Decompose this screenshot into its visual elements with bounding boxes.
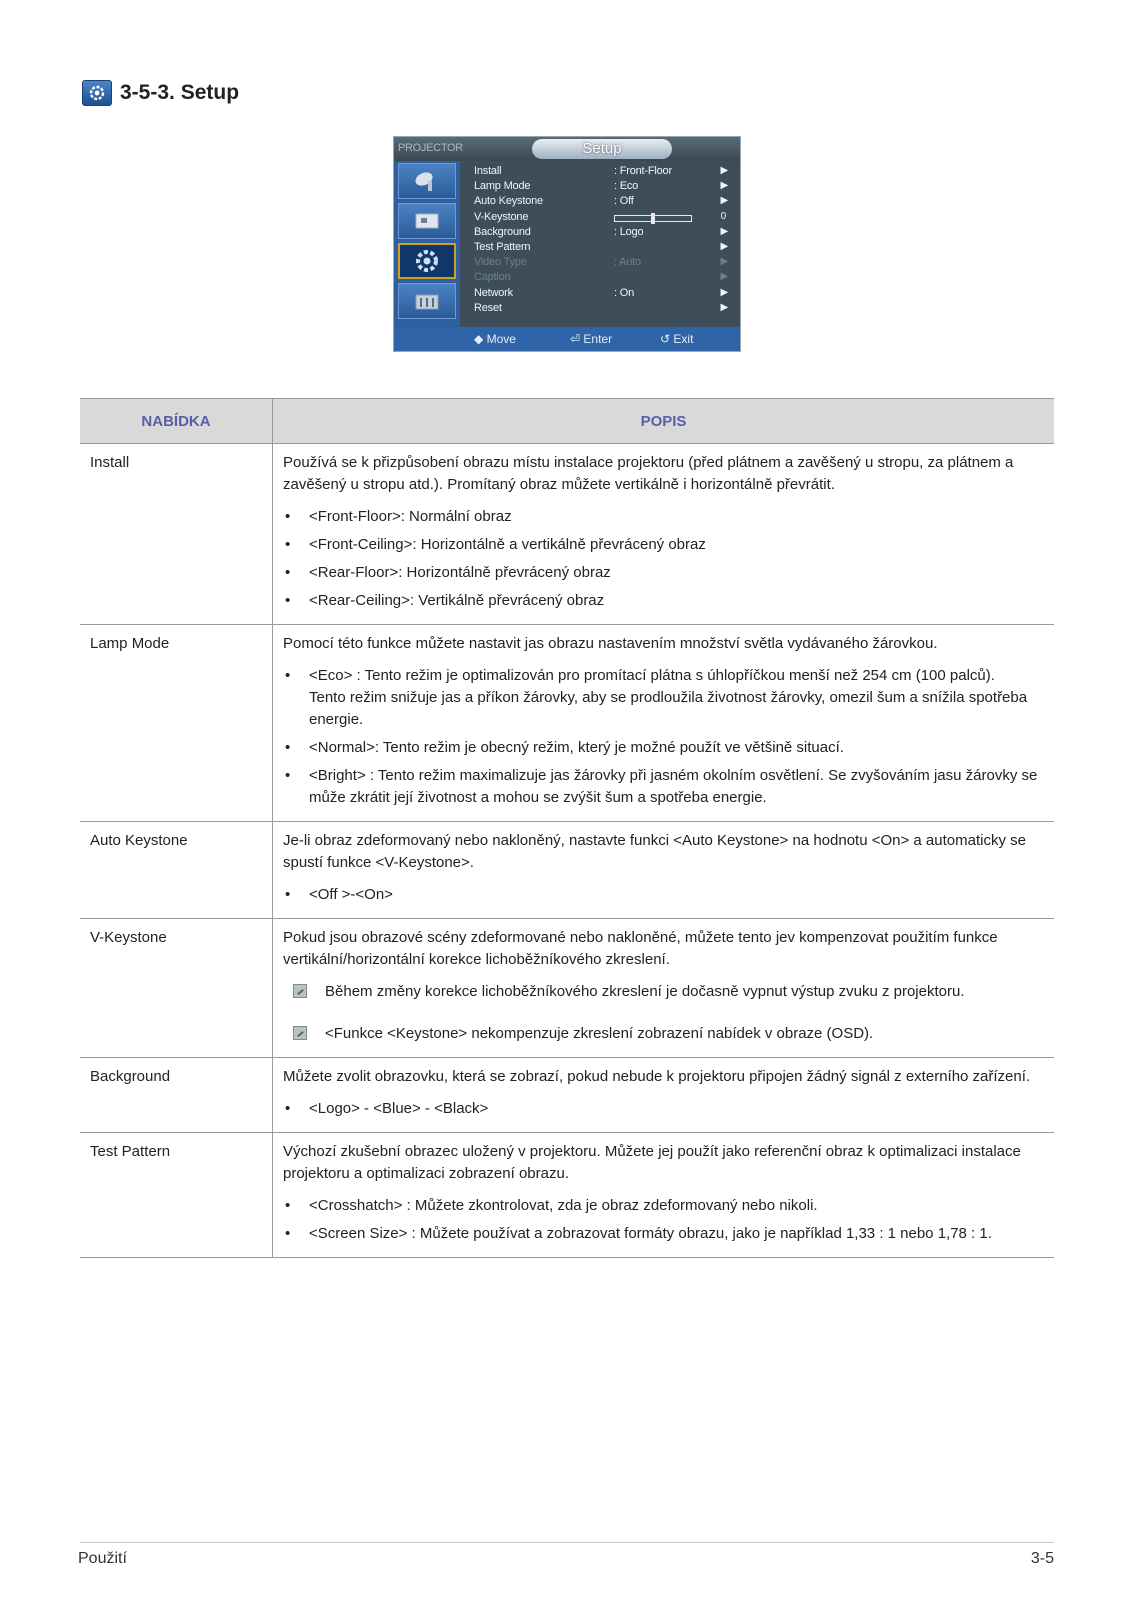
osd-item[interactable]: [474, 241, 734, 256]
option-list: [283, 665, 1044, 809]
option-list: [283, 884, 1044, 906]
arrow-right-icon: ▶: [720, 225, 728, 237]
osd-tab-picture[interactable]: [398, 163, 456, 199]
list-item: • <Normal>: Tento režim je obecný režim, který je možné použít ve většině situací.: [283, 737, 1044, 759]
osd-item[interactable]: [474, 195, 734, 210]
list-item: • <Bright> : Tento režim maximalizuje jas žárovky při jasném okolním osvětlení. Se zvyšováním jasu žárovky se může zkrátit její životnost a mohou se zvýšit šum a spotřeba energie.: [283, 765, 1044, 809]
osd-item-value: 0: [720, 210, 726, 222]
osd-item[interactable]: [474, 226, 734, 241]
osd-item[interactable]: [474, 302, 734, 317]
osd-item-value: : Auto: [614, 256, 641, 269]
osd-item-label: Network: [474, 286, 513, 299]
screen-icon: [412, 209, 442, 233]
arrow-right-icon: ▶: [720, 240, 728, 252]
option-list: [283, 1098, 1044, 1120]
arrow-right-icon: ▶: [720, 165, 728, 176]
section-heading: [82, 80, 239, 106]
osd-item-label: Auto Keystone: [474, 195, 543, 208]
osd-item[interactable]: [474, 211, 734, 226]
header-menu: NABÍDKA: [80, 399, 273, 444]
note-icon: [293, 984, 307, 998]
osd-tab-display[interactable]: [398, 203, 456, 239]
osd-item-label: Caption: [474, 271, 511, 284]
menu-description: [273, 625, 1055, 822]
table-row: [80, 1058, 1054, 1133]
osd-item[interactable]: [474, 287, 734, 302]
option-list: [283, 506, 1044, 612]
list-item: • <Logo> - <Blue> - <Black>: [283, 1098, 1044, 1120]
menu-name: V-Keystone: [80, 919, 273, 1058]
osd-item-value: : Logo: [614, 225, 644, 238]
osd-move-hint: ◆ Move: [474, 332, 516, 346]
osd-item: [474, 256, 734, 271]
list-item: • <Eco> : Tento režim je optimalizován pro promítací plátna s úhlopříčkou menší než 254 cm (100 palců). Tento režim snižuje jas a příkon žárovky, aby se prodloužila životnost žárovky, omezil šum a snížila spotřeba energie.: [283, 665, 1044, 731]
arrow-right-icon: ▶: [720, 286, 728, 298]
setup-gear-icon: [82, 80, 112, 106]
osd-item: [474, 271, 734, 286]
osd-footer: [394, 327, 740, 351]
list-item: • <Off >-<On>: [283, 884, 1044, 906]
slider-knob[interactable]: [651, 213, 655, 224]
menu-description: [273, 919, 1055, 1058]
osd-title: Setup: [532, 139, 672, 159]
osd-item-label: V-Keystone: [474, 210, 529, 223]
satellite-dish-icon: [412, 169, 442, 193]
header-description: POPIS: [273, 399, 1055, 444]
osd-exit-hint: ↺ Exit: [660, 332, 694, 346]
arrow-right-icon: ▶: [720, 180, 728, 192]
description-text: Pokud jsou obrazové scény zdeformované nebo nakloněné, můžete tento jev kompenzovat použitím funkce vertikální/horizontální korekce lichoběžníkového zkreslení.: [283, 929, 998, 968]
list-item: • <Front-Floor>: Normální obraz: [283, 506, 1044, 528]
menu-name: Test Pattern: [80, 1133, 273, 1258]
menu-name: Install: [80, 444, 273, 625]
osd-item-label: Video Type: [474, 256, 527, 269]
table-row: [80, 1133, 1054, 1258]
osd-item-label: Background: [474, 225, 531, 238]
note: Během změny korekce lichoběžníkového zkreslení je dočasně vypnut výstup zvuku z projektoru.: [283, 981, 1044, 1003]
table-row: [80, 822, 1054, 919]
page-title: 3-5-3. Setup: [120, 81, 240, 104]
table-header-row: [80, 399, 1054, 444]
osd-item[interactable]: [474, 165, 734, 180]
up-down-arrow-icon: ◆: [474, 332, 484, 346]
list-item: • <Rear-Floor>: Horizontálně převrácený obraz: [283, 562, 1044, 584]
osd-item-list: [474, 165, 734, 317]
osd-category-sidebar: [394, 161, 460, 327]
arrow-right-icon: ▶: [720, 195, 728, 207]
osd-tab-setup[interactable]: [398, 243, 456, 279]
toolbox-icon: [412, 289, 442, 313]
description-text: Výchozí zkušební obrazec uložený v projektoru. Můžete jej použít jako referenční obraz k optimalizaci instalace projektoru a optimalizaci zobrazení obrazu.: [283, 1143, 1021, 1182]
arrow-right-icon: ▶: [720, 256, 728, 268]
osd-item-label: Lamp Mode: [474, 180, 531, 193]
description-text: Pomocí této funkce můžete nastavit jas obrazu nastavením množství světla vydávaného žárovkou.: [283, 635, 938, 652]
osd-item-label: Test Pattern: [474, 240, 531, 253]
osd-item-label: Reset: [474, 301, 502, 314]
osd-tab-option[interactable]: [398, 283, 456, 319]
osd-header: [394, 137, 740, 161]
arrow-right-icon: ▶: [720, 301, 728, 313]
description-text: Můžete zvolit obrazovku, která se zobrazí, pokud nebude k projektoru připojen žádný signál z externího zařízení.: [283, 1068, 1031, 1085]
description-text: Je-li obraz zdeformovaný nebo nakloněný, nastavte funkci <Auto Keystone> na hodnotu <On> a automaticky se spustí funkce <V-Keystone>.: [283, 832, 1026, 871]
footer-section: Použití: [78, 1550, 127, 1567]
osd-item-value: : Front-Floor: [614, 165, 672, 177]
footer-divider: [80, 1542, 1054, 1543]
menu-name: Auto Keystone: [80, 822, 273, 919]
list-item: • <Crosshatch> : Můžete zkontrolovat, zda je obraz zdeformovaný nebo nikoli.: [283, 1195, 1044, 1217]
page-number: 3-5: [1030, 1550, 1054, 1567]
menu-name: Lamp Mode: [80, 625, 273, 822]
menu-name: Background: [80, 1058, 273, 1133]
table-row: [80, 625, 1054, 822]
note-icon: [293, 1026, 307, 1040]
v-keystone-slider[interactable]: [614, 215, 692, 222]
table-row: [80, 444, 1054, 625]
option-list: [283, 1195, 1044, 1245]
osd-setup-menu: [393, 136, 741, 352]
osd-enter-hint: ⏎ Enter: [570, 332, 613, 346]
note: <Funkce <Keystone> nekompenzuje zkreslení zobrazení nabídek v obraze (OSD).: [283, 1023, 1044, 1045]
menu-description: [273, 822, 1055, 919]
exit-icon: ↺: [660, 332, 671, 346]
menu-description: [273, 444, 1055, 625]
list-item: • <Front-Ceiling>: Horizontálně a vertikálně převrácený obraz: [283, 534, 1044, 556]
menu-description: [273, 1058, 1055, 1133]
list-item: • <Screen Size> : Můžete používat a zobrazovat formáty obrazu, jako je například 1,33 : 1 nebo 1,78 : 1.: [283, 1223, 1044, 1245]
description-text: Používá se k přizpůsobení obrazu místu instalace projektoru (před plátnem a zavěšený u stropu, za plátnem a zavěšený u stropu atd.). Promítaný obraz můžete vertikálně i horizontálně převrátit.: [283, 454, 1014, 493]
enter-icon: ⏎: [570, 332, 581, 346]
osd-brand: PROJECTOR: [398, 142, 463, 154]
osd-item-value: : Off: [614, 195, 634, 208]
menu-description-table: [80, 398, 1054, 1258]
list-item: • <Rear-Ceiling>: Vertikálně převrácený obraz: [283, 590, 1044, 612]
osd-item-value: : On: [614, 286, 634, 299]
osd-item-label: Install: [474, 165, 502, 177]
osd-item[interactable]: [474, 180, 734, 195]
arrow-right-icon: ▶: [720, 271, 728, 283]
osd-item-value: : Eco: [614, 180, 639, 193]
gear-icon: [412, 248, 442, 274]
menu-description: [273, 1133, 1055, 1258]
table-row: [80, 919, 1054, 1058]
